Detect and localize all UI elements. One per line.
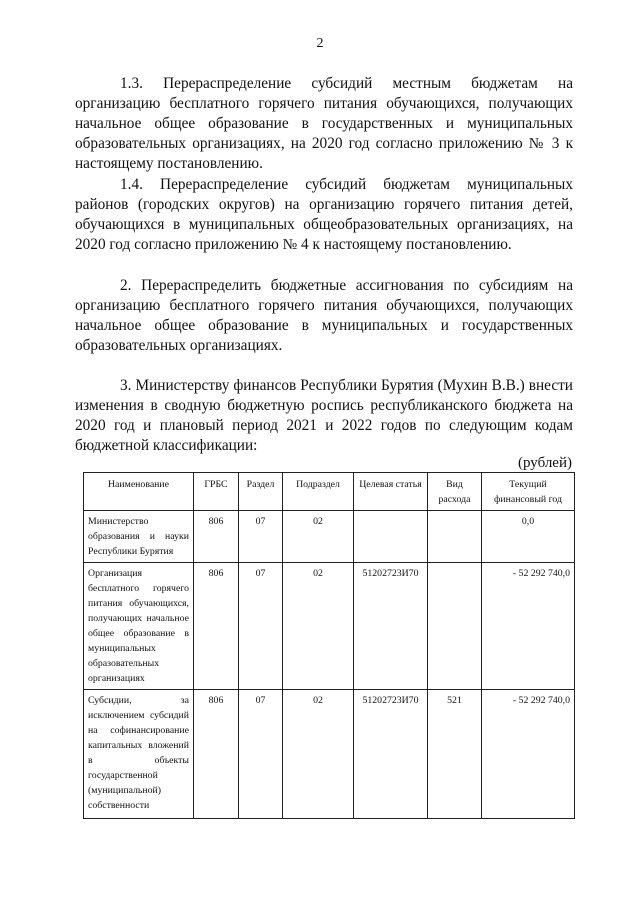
cell-current: - 52 292 740,0	[482, 563, 575, 690]
budget-table	[83, 472, 575, 819]
table-row	[84, 690, 575, 819]
cell-target	[354, 511, 428, 563]
table-row	[84, 511, 575, 563]
units-label: (рублей)	[517, 455, 572, 471]
cell-grbs: 806	[194, 511, 239, 563]
cell-current: 0,0	[482, 511, 575, 563]
paragraph-2: 2. Перераспределить бюджетные ассигнования по субсидиям на организацию бесплатного горячего питания обучающихся, получающих начальное общее образование в муниципальных и государственных образовательных организациях.	[75, 277, 573, 354]
cell-grbs: 806	[194, 690, 239, 819]
paragraph-1-4: 1.4. Перераспределение субсидий бюджетам муниципальных районов (городских округов) на организацию горячего питания детей, обучающихся в муниципальных общеобразовательных организациях, на 2020 год согласно приложению № 4 к настоящему постановлению.	[75, 176, 573, 253]
header-current: Текущий финансовый год	[482, 473, 575, 511]
cell-expense: 521	[428, 690, 482, 819]
header-section: Раздел	[239, 473, 283, 511]
cell-section: 07	[239, 690, 283, 819]
table-row	[84, 563, 575, 690]
header-grbs: ГРБС	[194, 473, 239, 511]
cell-name: Субсидии, за исключением субсидий на софинансирование капитальных вложений в объекты государственной (муниципальной) собственности	[84, 690, 194, 819]
cell-target: 51202723И70	[354, 690, 428, 819]
paragraph-3: 3. Министерству финансов Республики Бурятия (Мухин В.В.) внести изменения в сводную бюджетную роспись республиканского бюджета на 2020 год и плановый период 2021 и 2022 годов по следующим кодам бюджетной классификации:	[75, 377, 573, 454]
cell-subsection: 02	[283, 563, 354, 690]
header-target: Целевая статья	[354, 473, 428, 511]
cell-subsection: 02	[283, 511, 354, 563]
cell-name: Организация бесплатного горячего питания обучающихся, получающих начальное общее образование в муниципальных образовательных организациях	[84, 563, 194, 690]
table-header-row	[84, 473, 575, 511]
cell-section: 07	[239, 511, 283, 563]
cell-subsection: 02	[283, 690, 354, 819]
cell-current: - 52 292 740,0	[482, 690, 575, 819]
cell-target: 51202723И70	[354, 563, 428, 690]
cell-expense	[428, 563, 482, 690]
cell-expense	[428, 511, 482, 563]
cell-section: 07	[239, 563, 283, 690]
header-name: Наименование	[84, 473, 194, 511]
header-expense: Вид расхода	[428, 473, 482, 511]
page-number: 2	[316, 36, 324, 51]
paragraph-1-3: 1.3. Перераспределение субсидий местным бюджетам на организацию бесплатного горячего питания обучающихся, получающих начальное общее образование в государственных и муниципальных образовательных организациях, на 2020 год согласно приложению № 3 к настоящему постановлению.	[75, 75, 573, 172]
cell-name: Министерство образования и науки Республики Бурятия	[84, 511, 194, 563]
header-subsection: Подраздел	[283, 473, 354, 511]
cell-grbs: 806	[194, 563, 239, 690]
